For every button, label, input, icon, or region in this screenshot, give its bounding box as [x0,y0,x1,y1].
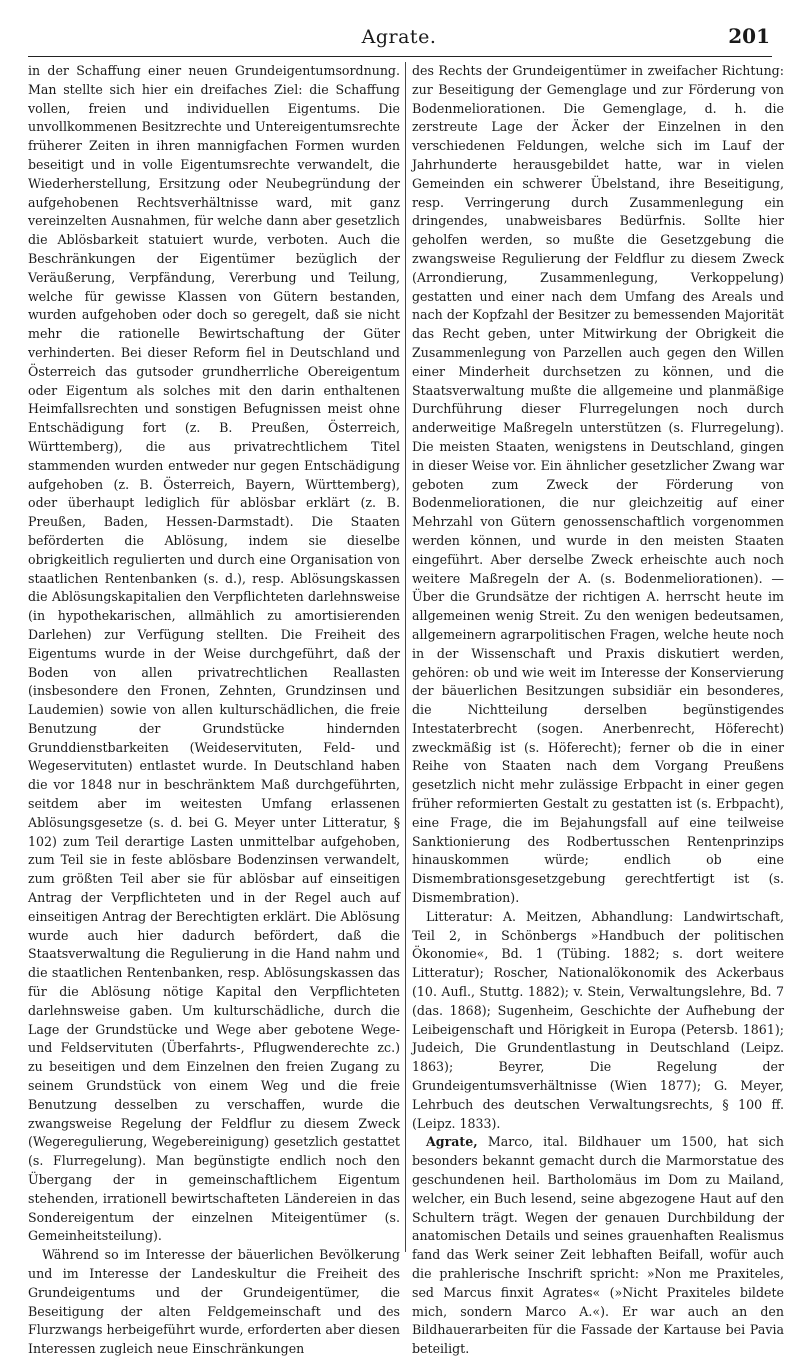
right-column [412,62,784,1357]
page-header [28,18,770,52]
entry-headword: Agrate, [426,1134,478,1150]
running-title: Agrate. [361,26,437,48]
literature-paragraph: Litteratur: A. Meitzen, Abhandlung: Landwirtschaft, Teil 2, in Schönbergs »Handbuch der politischen Ökonomie«, Bd. 1 (Tübing. 1882; s. dort weitere Litteratur); Roscher, Nationalökonomik des Ackerbaus (10. Aufl., Stuttg. 1882); v. Stein, Verwaltungslehre, Bd. 7 (das. 1868); Sugenheim, Geschichte der Aufhebung der Leibeigenschaft und Hörigkeit in Europa (Petersb. 1861); Judeich, Die Grundentlastung in Deutschland (Leipz. 1863); Beyrer, Die Regelung der Grundeigentumsverhältnisse (Wien 1877); G. Meyer, Lehrbuch des deutschen Verwaltungsrechts, § 100 ff. (Leipz. 1833). [412,908,784,1131]
entry-body: Marco, ital. Bildhauer um 1500, hat sich besonders bekannt gemacht durch die Marmorstatue des geschundenen heil. Bartholomäus im Dom zu Mailand, welcher, ein Buch lesend, seine abgezogene Haut auf den Schultern trägt. Wegen der genauen Durchbildung der anatomischen Details und seines grauenhaften Realismus fand das Werk seiner Zeit lebhaften Beifall, wofür auch die prahlerische Inschrift spricht: »Non me Praxiteles, sed Marcus finxit Agrates« (»Nicht Praxiteles bildete mich, sondern Marco A.«). Er war auch an den Bildhauerarbeiten für die Fassade der Kartause bei Pavia beteiligt. [412,1134,784,1357]
left-paragraph-1: in der Schaffung einer neuen Grundeigentumsordnung. Man stellte sich hier ein dreifaches Ziel: die Schaffung vollen, freien und individuellen Eigentums. Die unvollkommenen Besitzrechte und Untereigentumsrechte früherer Zeiten in ihren mannigfachen Formen wurden beseitigt und in volle Eigentumsrechte verwandelt, die Wiederherstellung, Ersitzung oder Neubegründung der aufgehobenen Rechtsverhältnisse ward, mit ganz vereinzelten Ausnahmen, für welche dann aber gesetzlich die Ablösbarkeit statuiert wurde, verboten. Auch die Beschränkungen der Eigentümer bezüglich der Veräußerung, Verpfändung, Vererbung und Teilung, welche für gewisse Klassen von Gütern bestanden, wurden aufgehoben oder doch so geregelt, daß sie nicht mehr die rationelle Bewirtschaftung der Güter verhinderten. Bei dieser Reform fiel in Deutschland und Österreich das gutsoder grundherrliche Obereigentum oder Eigentum als solches mit den darin enthaltenen Heimfallsrechten und sonstigen Befugnissen meist ohne Entschädigung fort (z. B. Preußen, Österreich, Württemberg), die aus privatrechtlichem Titel stammenden wurden entweder nur gegen Entschädigung aufgehoben (z. B. Österreich, Bayern, Württemberg), oder überhaupt lediglich für ablösbar erklärt (z. B. Preußen, Baden, Hessen-Darmstadt). Die Staaten beförderten die Ablösung, indem sie dieselbe obrigkeitlich regulierten und durch eine Organisation von staatlichen Rentenbanken (s. d.), resp. Ablösungskassen die Ablösungskapitalien den Verpflichteten darlehnsweise (in hypothekarischen, allmählich zu amortisierenden Darlehen) zur Verfügung stellten. Die Freiheit des Eigentums wurde in der Weise durchgeführt, daß der Boden von allen privatrechtlichen Reallasten (insbesondere den Fronen, Zehnten, Grundzinsen und Laudemien) sowie von allen kulturschädlichen, die freie Benutzung der Grundstücke hindernden Grunddienstbarkeiten (Weideservituten, Feld- und Wegeservituten) entlastet wurde. In Deutschland haben die vor 1848 nur in beschränktem Maß durchgeführten, seitdem aber im weitesten Umfang erlassenen Ablösungsgesetze (s. d. bei G. Meyer unter Litteratur, § 102) zum Teil derartige Lasten unmittelbar aufgehoben, zum Teil sie in feste ablösbare Bodenzinsen verwandelt, zum größten Teil aber sie für ablösbar auf einseitigen Antrag der Verpflichteten und in der Regel auch auf einseitigen Antrag der Berechtigten erklärt. Die Ablösung wurde auch hier dadurch befördert, daß die Staatsverwaltung die Regulierung in die Hand nahm und die staatlichen Rentenbanken, resp. Ablösungskassen das für die Ablösung nötige Kapital den Verpflichteten darlehnsweise gaben. Um kulturschädliche, durch die Lage der Grundstücke und Wege aber gebotene Wege- und Feldservituten (Überfahrts-, Pflugwenderechte zc.) zu beseitigen und dem Einzelnen den freien Zugang zu seinem Grundstück von einem Weg und die freie Benutzung desselben zu verschaffen, wurde die zwangsweise Regelung der Feldflur zu diesem Zweck (Wegeregulierung, Wegebereinigung) gesetzlich gestattet (s. Flurregelung). Man begünstigte endlich noch den Übergang der in gemeinschaftlichem Eigentum stehenden, irrationell bewirtschafteten Ländereien in das Sondereigentum der einzelnen Miteigentümer (s. Gemeinheitsteilung). [28,63,400,1244]
column-divider [405,62,406,1252]
left-column [28,62,401,1357]
header-rule [28,56,772,57]
left-paragraph-2: Während so im Interesse der bäuerlichen Bevölkerung und im Interesse der Landeskultur die Freiheit des Grundeigentums und der Grundeigentümer, die Beseitigung der alten Feldgemeinschaft und des Flurzwangs herbeigeführt wurde, erforderten aber diesen Interessen zugleich neue Einschränkungen [28,1247,401,1357]
entry-agrate [412,1133,784,1359]
right-paragraph-1: des Rechts der Grundeigentümer in zweifacher Richtung: zur Beseitigung der Gemenglage und zur Förderung von Bodenmeliorationen. Die Gemenglage, d. h. die zerstreute Lage der Äcker der Einzelnen in den verschiedenen Feldungen, welche sich im Lauf der Jahrhunderte herausgebildet hatte, war in vielen Gemeinden ein schwerer Übelstand, ihre Beseitigung, resp. Verringerung durch Zusammenlegung ein dringendes, unabweisbares Bedürfnis. Sollte hier geholfen werden, so mußte die Gesetzgebung die zwangsweise Regulierung der Feldflur zu diesem Zweck (Arrondierung, Zusammenlegung, Verkoppelung) gestatten und einer nach dem Umfang des Areals und nach der Kopfzahl der Besitzer zu bemessenden Majorität das Recht geben, unter Mitwirkung der Obrigkeit die Zusammenlegung von Parzellen auch gegen den Willen einer Minderheit durchsetzen zu können, und die Staatsverwaltung mußte die allgemeine und planmäßige Durchführung dieser Flurregelungen noch durch anderweitige Maßregeln unterstützen (s. Flurregelung). Die meisten Staaten, wenigstens in Deutschland, gingen in dieser Weise vor. Ein ähnlicher gesetzlicher Zwang war geboten zum Zweck der Förderung von Bodenmeliorationen, die nur gleichzeitig auf einer Mehrzahl von Gütern genossenschaftlich vorgenommen werden können, und wurde in den meisten Staaten eingeführt. Aber derselbe Zweck erheischte auch noch weitere Maßregeln der A. (s. Bodenmeliorationen). — Über die Grundsätze der richtigen A. herrscht heute im allgemeinen wenig Streit. Zu den wenigen bedeutsamen, allgemeinern agrarpolitischen Fragen, welche heute noch in der Wissenschaft und Praxis diskutiert werden, gehören: ob und wie weit im Interesse der Konservierung der bäuerlichen Besitzungen subsidiär ein besonderes, die Nichtteilung derselben begünstigendes Intestaterbrecht (sogen. Anerbenrecht, Höferecht) zweckmäßig ist (s. Höferecht); ferner ob die in einer Reihe von Staaten nach dem Vorgang Preußens gesetzlich nicht mehr zulässige Erbpacht in einer gegen früher reformierten Gestalt zu gestatten ist (s. Erbpacht), eine Frage, die im Bejahungsfall auf eine teilweise Sanktionierung des Rodbertusschen Rentenprinzips hinauskommen würde; endlich ob eine Dismembrationsgesetzgebung gerechtfertigt ist (s. Dismembration). [412,63,784,906]
page-number: 201 [728,24,770,48]
